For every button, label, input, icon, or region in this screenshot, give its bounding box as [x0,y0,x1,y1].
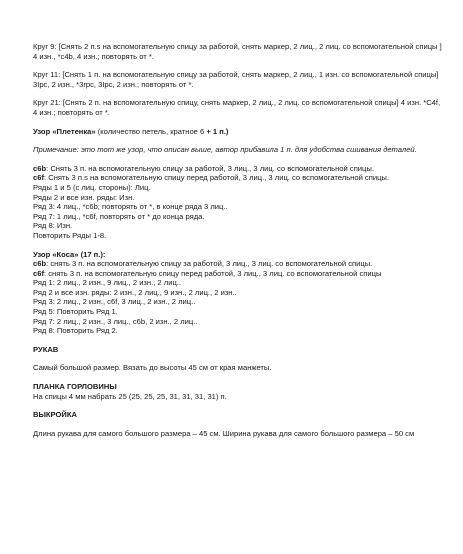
sleeve-title: РУКАВ [33,344,59,354]
pletenka-c6b [33,164,443,174]
pletenka-title-count: + 1 п.) [206,126,229,136]
pletenka-c6f-label: c6f [33,173,44,183]
kosa-row: Ряд 3: 2 лиц., 2 изн., c6f, 3 лиц., 2 изн., 2 лиц.. [33,297,196,307]
pattern-text: Длина рукава для самого большого размера – 45 см. Ширина рукава для самого большого размера – 50 см [33,428,415,438]
pletenka-row: Ряд 3: 4 лиц., *c6b; повторять от *, в конце ряда 3 лиц.. [33,202,228,212]
pletenka-c6b-text: : Снять 3 п. на вспомогательную спицу за работой, 3 лиц., 3 лиц. со вспомогательной спицы. [46,163,374,173]
pletenka-title [33,127,443,137]
kosa-c6f-text: : снять 3 п. на вспомогательную спицу перед работой, 3 лиц., 3 лиц. со вспомогательной спицы [43,268,382,278]
pletenka-row: Ряды 1 и 5 (с лиц. стороны): Лиц. [33,182,151,192]
pletenka-title-main: Узор «Плетенка» [33,126,96,136]
round-9-paragraph: Круг 9: [Снять 2 п.s на вспомогательную спицу за работой, снять маркер, 2 лиц., 2 лиц. со вспомогательной спицы ] 4 изн., *c4b, 4 изн.; повторять от *. [33,42,442,61]
pletenka-c6f-text: : Снять 3 п.s на вспомогательную спицу перед работой, 3 лиц., 3 лиц. со вспомогательной спицы. [43,173,389,183]
round-11-paragraph: Круг 11: [Снять 1 п. на вспомогательную спицу за работой, снять маркер, 2 лиц., 1 изн. со вспомогательной спицы] 3Ipc, 2 изн., *3rpc, 3Ipc, 2 изн.; повторять от *. [33,70,439,89]
pletenka-title-rest: (количество петель, кратное 6 [95,126,207,136]
kosa-c6b [33,259,443,269]
pletenka-note: Примечание: это тот же узор, что описан выше, автор прибавила 1 п. для удобства сшивания деталей. [33,145,417,155]
pletenka-row: Ряд 8: Изн. [33,221,73,231]
pletenka-row: Ряды 2 и все изн. ряды: Изн. [33,192,135,202]
kosa-c6b-text: : снять 3 п. на вспомогательную спицу за работой, 3 лиц., 3 лиц. со вспомогательной спицы. [46,259,373,269]
kosa-c6f [33,269,443,279]
kosa-row: Ряд 7: 2 лиц., 2 изн., 3 лиц., c6b, 2 изн., 2 лиц.. [33,316,198,326]
kosa-title: Узор «Коса» (17 п.): [33,249,106,259]
pletenka-row: Ряд 7: 1 лиц., *c6f, повторять от * до конца ряда. [33,211,205,221]
kosa-row: Ряд 1: 2 лиц., 2 изн., 9 лиц., 2 изн., 2 лиц.. [33,278,182,288]
kosa-c6f-label: c6f [33,268,44,278]
pletenka-row: Повторить Ряды 1-8. [33,230,107,240]
pletenka-c6f [33,173,443,183]
neckband-title: ПЛАНКА ГОРЛОВИНЫ [33,382,117,392]
neckband-text: На спицы 4 мм набрать 25 (25, 25, 25, 31, 31, 31, 31) п. [33,391,227,401]
pletenka-c6b-label: c6b [33,163,47,173]
kosa-row: Ряд 2 и все изн. ряды: 2 изн., 2 лиц., 9 изн., 2 лиц., 2 изн.. [33,287,237,297]
kosa-row: Ряд 8: Повторить Ряд 2. [33,326,118,336]
kosa-c6b-label: c6b [33,259,47,269]
kosa-row: Ряд 5: Повторить Ряд 1. [33,307,118,317]
sleeve-text: Самый большой размер. Вязать до высоты 45 см от края манжеты. [33,363,272,373]
pattern-title: ВЫКРОЙКА [33,410,78,420]
round-21-paragraph: Круг 21: [Снять 2 п. на вспомогательную спицу, снять маркер, 2 лиц., 2 лиц. со вспомогательной спицы] 4 изн. *C4f, 4 изн.; повторять от *. [33,98,441,117]
